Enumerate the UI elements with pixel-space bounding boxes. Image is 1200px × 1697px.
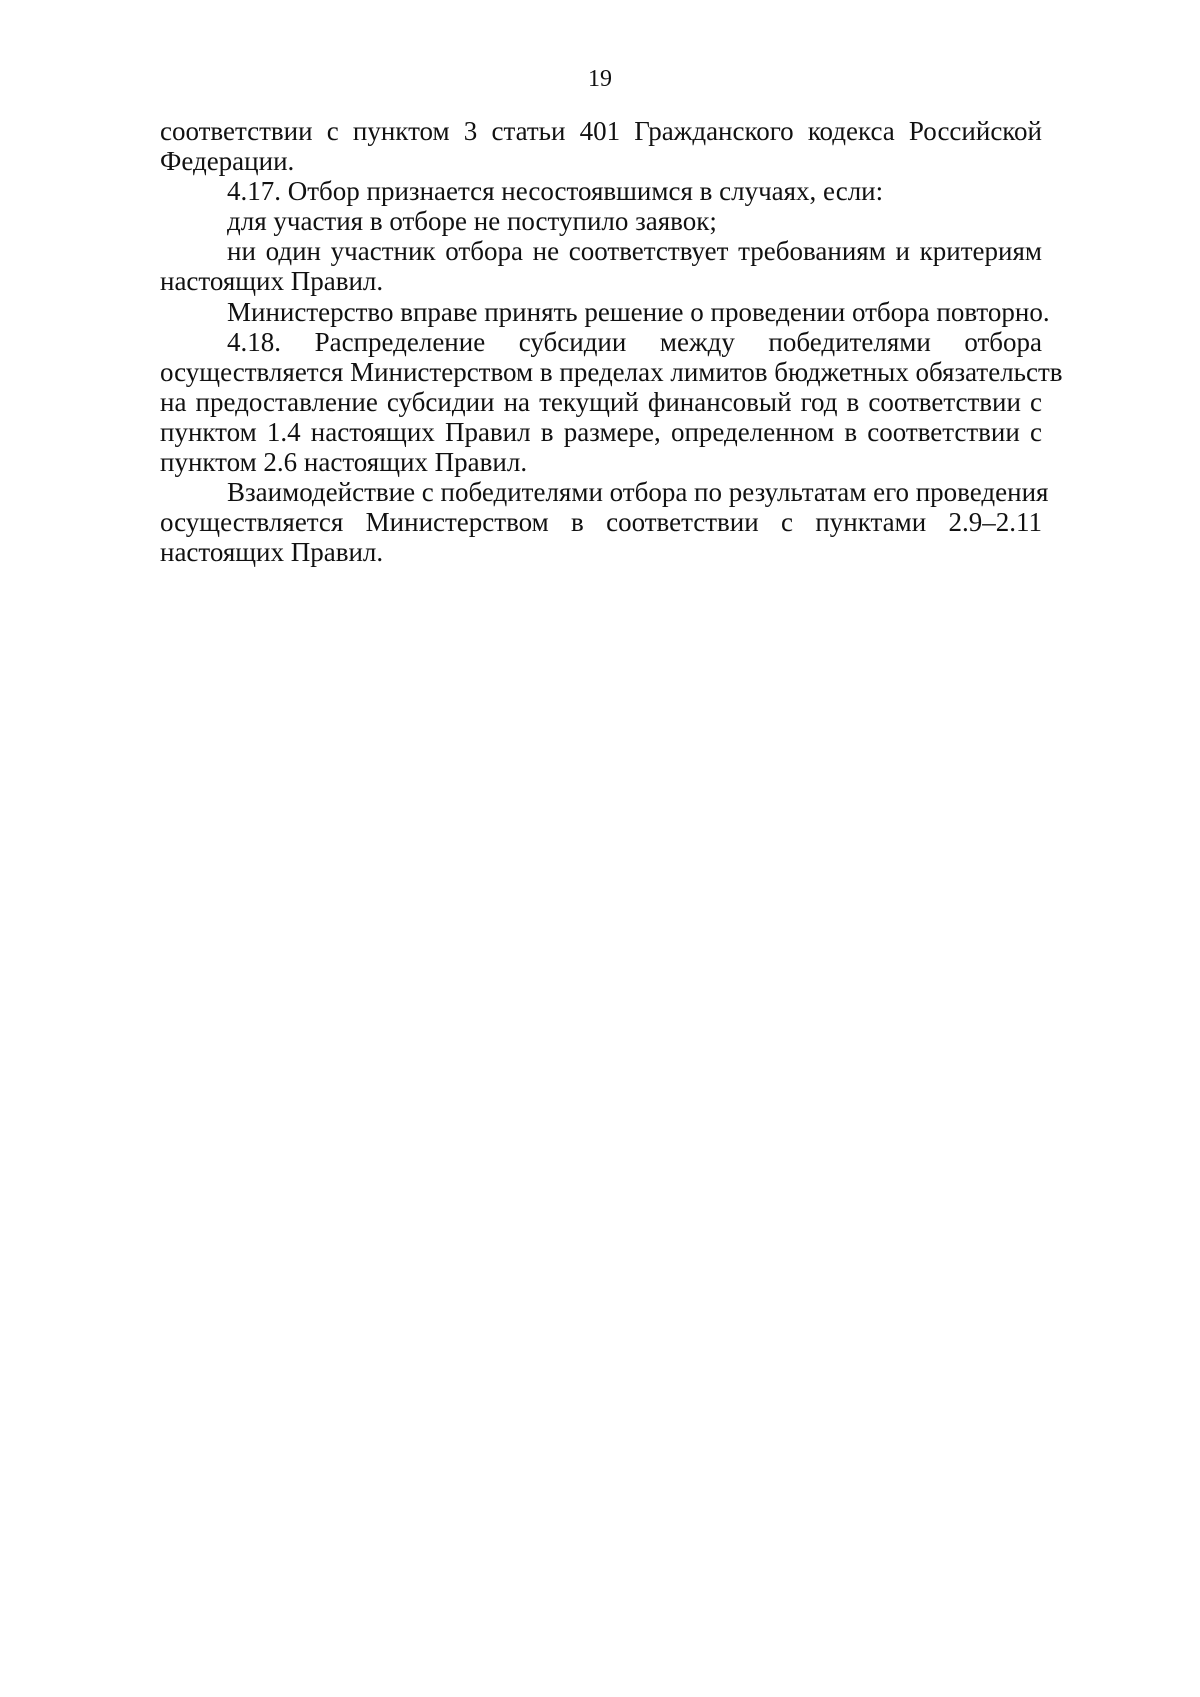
paragraph bbox=[160, 116, 1042, 176]
paragraph bbox=[160, 326, 1063, 478]
text-line: осуществляется Министерством в пределах лимитов бюджетных обязательств bbox=[160, 356, 1063, 387]
paragraph bbox=[160, 176, 1042, 206]
text-line: осуществляется Министерством в соответствии с пунктами 2.9–2.11 bbox=[160, 507, 1042, 538]
text-line: на предоставление субсидии на текущий финансовый год в соответствии с bbox=[160, 386, 1042, 417]
text-line: ни один участник отбора не соответствует требованиям и критериям bbox=[227, 236, 1042, 267]
text-line: Министерство вправе принять решение о проведении отбора повторно. bbox=[227, 296, 1050, 327]
text-line: 4.18. Распределение субсидии между победителями отбора bbox=[227, 326, 1042, 357]
text-line: для участия в отборе не поступило заявок; bbox=[227, 206, 717, 237]
document-body bbox=[160, 116, 1063, 568]
paragraph bbox=[160, 236, 1042, 296]
text-line: настоящих Правил. bbox=[160, 266, 384, 297]
paragraph bbox=[160, 206, 1042, 236]
text-line: Взаимодействие с победителями отбора по результатам его проведения bbox=[227, 477, 1049, 508]
text-line: 4.17. Отбор признается несостоявшимся в случаях, если: bbox=[227, 176, 884, 207]
text-line: Федерации. bbox=[160, 146, 295, 177]
page-number: 19 bbox=[588, 66, 612, 92]
text-line: пунктом 2.6 настоящих Правил. bbox=[160, 447, 528, 478]
paragraph bbox=[160, 477, 1049, 568]
text-line: соответствии с пунктом 3 статьи 401 Гражданского кодекса Российской bbox=[160, 116, 1042, 146]
paragraph bbox=[160, 296, 1050, 327]
text-line: настоящих Правил. bbox=[160, 537, 384, 568]
text-line: пунктом 1.4 настоящих Правил в размере, определенном в соответствии с bbox=[160, 416, 1042, 447]
